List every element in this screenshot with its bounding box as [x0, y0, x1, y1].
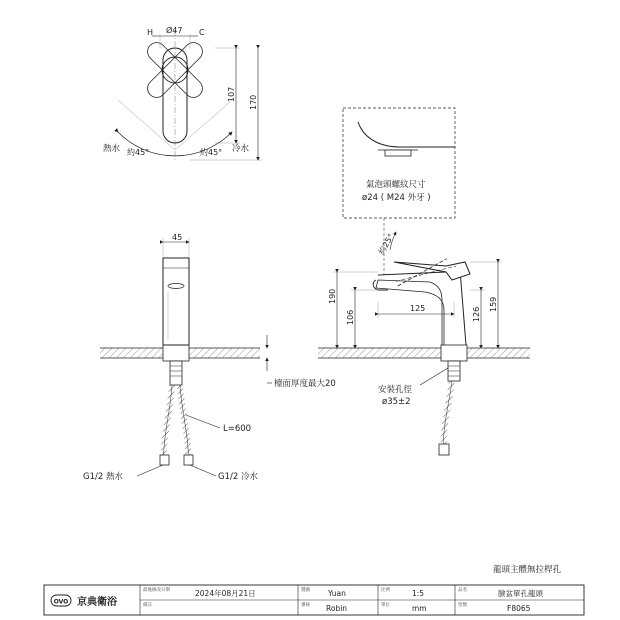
top-angle-left-label: 約45° [127, 148, 150, 157]
cold-inlet-label: G1/2 冷水 [218, 472, 258, 482]
title-block [44, 564, 584, 615]
top-cold-extension [175, 100, 232, 150]
header-model: 型號 [458, 603, 467, 608]
dim-159-label: 159 [489, 296, 498, 312]
hole-title-label: 安裝孔徑 [378, 385, 413, 395]
dim-126-label: 126 [472, 306, 481, 322]
unit-value: mm [412, 604, 427, 613]
company-name: 京典衛浴 [77, 597, 117, 608]
top-cold-label: 冷水 [232, 144, 250, 154]
product-name-value: 臉盆單孔龍頭 [498, 589, 543, 598]
top-107-label: 107 [227, 86, 236, 102]
drawer-value: Yuan [328, 589, 346, 598]
dim-125-label: 125 [410, 304, 426, 313]
front-base-flange [163, 345, 189, 361]
header-scale: 比例 [381, 588, 390, 593]
front-nut-hot [160, 455, 169, 465]
front-body [163, 258, 189, 345]
angle-25-label: 約25° [376, 232, 396, 256]
top-c-label: C [199, 28, 205, 37]
front-45-label: 45 [172, 233, 183, 242]
side-lever [394, 262, 470, 280]
caption-label: 龍頭主體無拉桿孔 [493, 565, 562, 575]
dim-106-label: 106 [346, 309, 355, 325]
header-checker: 審核 [301, 603, 310, 608]
model-value: F8065 [507, 604, 531, 613]
side-nut [439, 444, 449, 455]
side-hose [444, 381, 452, 448]
counter-thickness-label: 檯面厚度最大20 [274, 379, 336, 389]
header-drawer: 製圖 [301, 588, 310, 593]
header-unit: 單位 [381, 603, 390, 608]
side-base-flange [441, 345, 467, 361]
top-h-label: H [147, 28, 154, 37]
aerator-title-label: 氣泡頭螺紋尺寸 [366, 180, 426, 190]
header-name: 品名 [458, 588, 467, 593]
front-shank [170, 361, 182, 385]
front-nut-cold [184, 455, 193, 465]
company-logo-text: OVO [53, 598, 69, 606]
aerator-size-label: ø24 ( M24 外牙 ) [362, 193, 431, 203]
hole-size-label: ø35±2 [382, 397, 411, 407]
top-hot-label: 熱水 [103, 144, 121, 154]
top-view [103, 25, 262, 160]
checker-value: Robin [326, 604, 348, 613]
top-hot-extension [118, 100, 175, 150]
dim-190-label: 190 [328, 288, 337, 304]
top-170-label: 170 [249, 94, 258, 110]
top-angle-right-label: 約45° [200, 148, 223, 157]
header-note: 備註 [143, 603, 152, 608]
hot-inlet-label: G1/2 熱水 [83, 472, 123, 482]
side-view [318, 108, 530, 455]
hose-length-label: L=600 [223, 424, 252, 434]
date-value: 2024年08月21日 [195, 589, 256, 598]
top-handle-body [163, 48, 187, 143]
header-date: 最後修改日期 [143, 588, 170, 593]
front-view [83, 233, 336, 482]
basin-outline [358, 122, 455, 147]
scale-value: 1:5 [412, 589, 425, 598]
aerator-detail [385, 150, 411, 156]
top-dia-label: Ø47 [166, 26, 183, 35]
side-counter [318, 348, 530, 358]
